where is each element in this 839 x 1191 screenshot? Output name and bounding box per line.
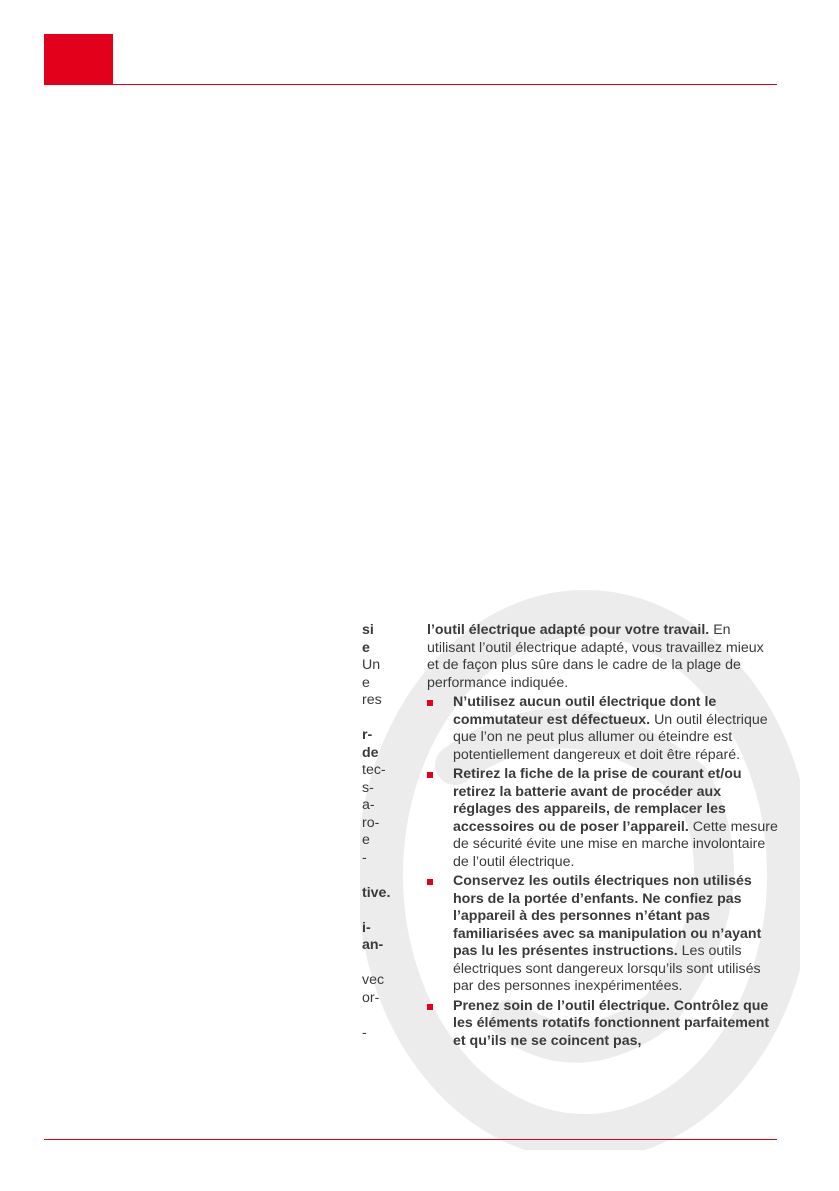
fragment-line: tive. bbox=[362, 884, 391, 901]
safety-item bbox=[427, 694, 779, 764]
bullet-square-icon bbox=[427, 700, 433, 706]
item-text: Les outils électriques sont dangereux lorsqu’ils sont utilisés par des personnes inexpérimentées. bbox=[453, 943, 761, 994]
left-column-fragment bbox=[362, 622, 402, 1042]
bullet-square-icon bbox=[427, 879, 433, 885]
chapter-tab-marker bbox=[44, 34, 113, 85]
item-bold-text: Prenez soin de l’outil électrique. Contrôlez que les éléments rotatifs fonctionnent parfaitement et qu’ils ne se coincent pas, bbox=[453, 997, 770, 1049]
item-text: Cette mesure de sécurité évite une mise en marche involontaire de l’outil électrique. bbox=[453, 818, 778, 870]
fragment-line: res bbox=[362, 692, 382, 708]
fragment-line: i- bbox=[362, 919, 371, 936]
fragment-line bbox=[362, 955, 402, 973]
fragment-line: de bbox=[362, 744, 379, 761]
fragment-line: e bbox=[362, 674, 370, 691]
intro-text: En utilisant l’outil électrique adapté, vous travaillez mieux et de façon plus sûre dans le cadre de la plage de performance indiquée. bbox=[427, 622, 764, 691]
intro-bold-text: l’outil électrique adapté pour votre travail. bbox=[427, 622, 710, 638]
fragment-line bbox=[362, 902, 402, 920]
fragment-line: s- bbox=[362, 779, 374, 796]
fragment-line: Un bbox=[362, 657, 381, 673]
fragment-line bbox=[362, 1007, 402, 1025]
fragment-line: si bbox=[362, 622, 374, 638]
header-rule bbox=[44, 84, 777, 85]
fragment-line: e bbox=[362, 639, 370, 656]
fragment-line: or- bbox=[362, 989, 380, 1006]
item-bold-text: Retirez la fiche de la prise de courant et/ou retirez la batterie avant de procéder aux réglages des appareils, de remplacer les accessoires ou de poser l’appareil. bbox=[453, 766, 742, 835]
fragment-line: a- bbox=[362, 797, 375, 813]
item-text: Un outil électrique que l’on ne peut plus allumer ou éteindre est potentiellement dangereux et doit être réparé. bbox=[453, 711, 768, 763]
bullet-square-icon bbox=[427, 1004, 433, 1010]
right-column bbox=[427, 622, 779, 1050]
fragment-line bbox=[362, 710, 402, 728]
item-bold-text: Conservez les outils électriques non utilisés hors de la portée d’enfants. Ne confiez pas l’appareil à des personnes n’étant pas familiarisées avec sa manipulation ou n’ayant pas lu les présentes instructions. bbox=[453, 873, 762, 959]
footer-rule bbox=[44, 1139, 777, 1140]
bullet-square-icon bbox=[427, 772, 433, 778]
intro-paragraph bbox=[427, 622, 779, 692]
fragment-line: ro- bbox=[362, 814, 380, 831]
fragment-line: r- bbox=[362, 727, 373, 743]
fragment-line: - bbox=[362, 849, 367, 866]
fragment-line: tec- bbox=[362, 762, 386, 778]
fragment-line: an- bbox=[362, 937, 384, 953]
safety-item bbox=[427, 873, 779, 996]
fragment-line: - bbox=[362, 1024, 367, 1041]
fragment-line: vec bbox=[362, 972, 385, 988]
safety-item bbox=[427, 998, 779, 1051]
fragment-line bbox=[362, 867, 402, 885]
item-bold-text: N’utilisez aucun outil électrique dont le commutateur est défectueux. bbox=[453, 694, 717, 728]
fragment-line: e bbox=[362, 832, 370, 848]
safety-item bbox=[427, 766, 779, 871]
